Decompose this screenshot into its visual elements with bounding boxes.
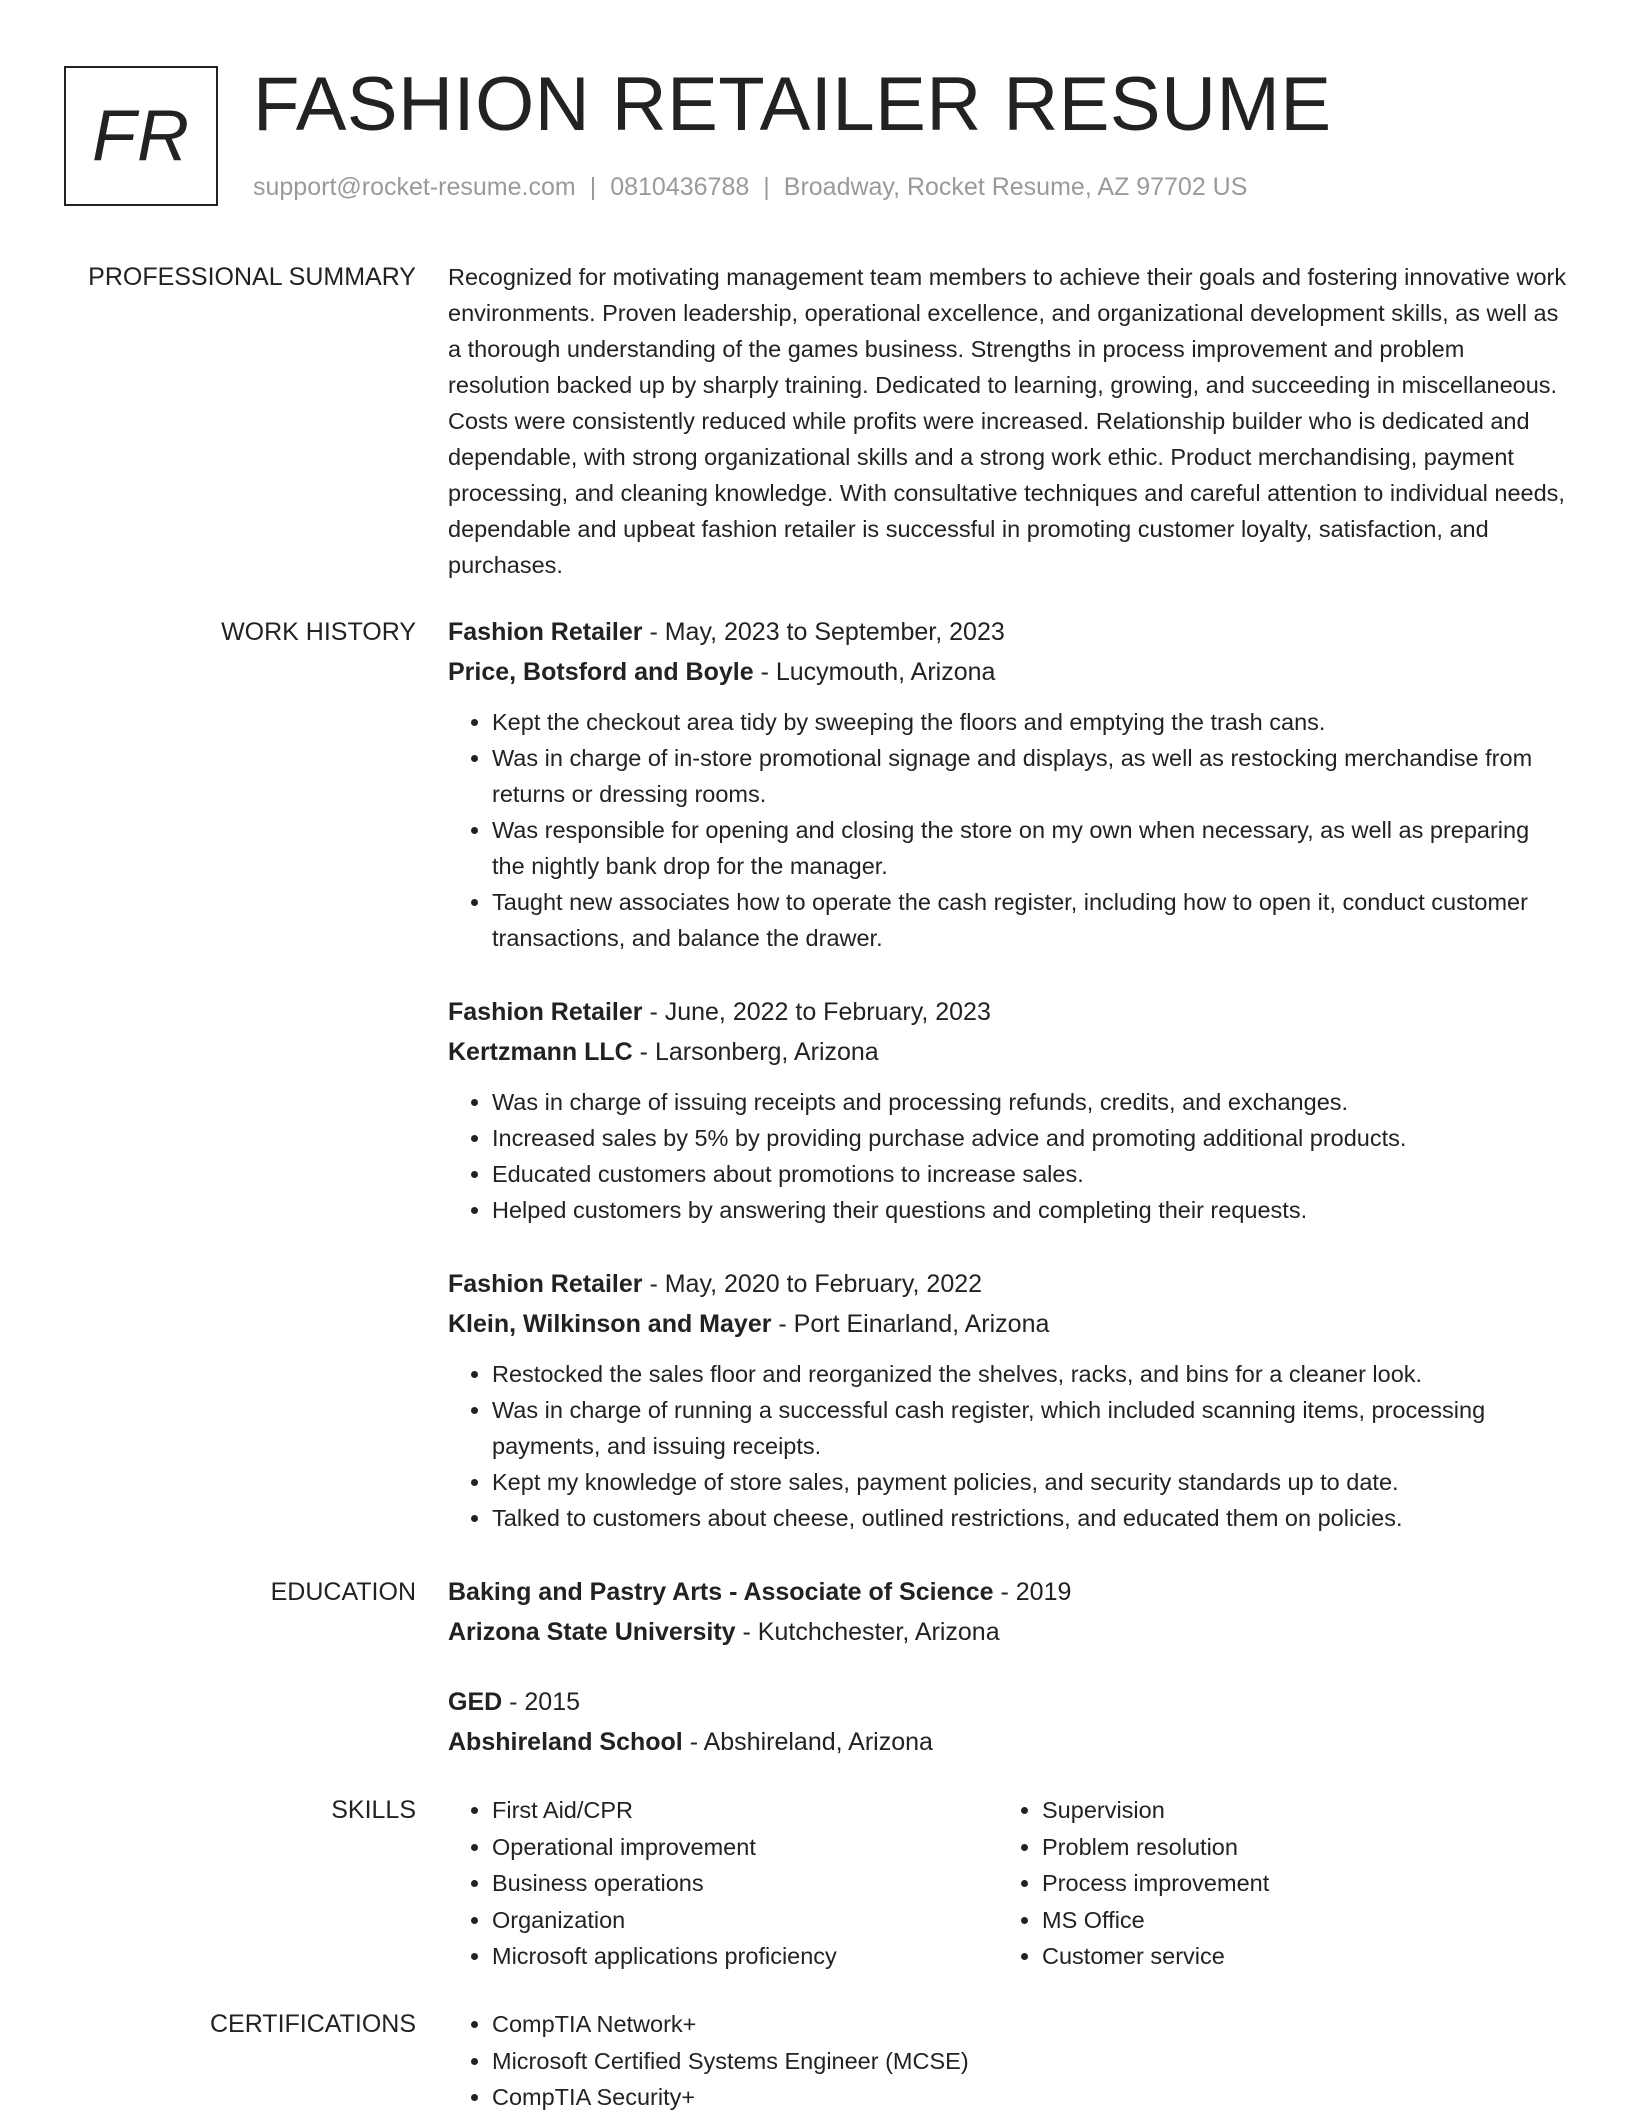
skills-column-right [998, 1792, 1548, 1975]
job-title: Fashion Retailer [448, 1270, 643, 1298]
education-school-line [448, 1722, 1568, 1762]
job-location: - Port Einarland, Arizona [771, 1310, 1050, 1338]
job-dates: - May, 2023 to September, 2023 [642, 618, 1005, 646]
skills-body [448, 1792, 1568, 1975]
contact-phone: 0810436788 [610, 173, 750, 201]
skill-item: • First Aid/CPR [492, 1792, 998, 1829]
job-company: Price, Botsford and Boyle [448, 658, 754, 686]
job-bullet: • Educated customers about promotions to increase sales. [492, 1156, 1568, 1192]
section-label-education: EDUCATION [270, 1578, 416, 1606]
education-entry [448, 1682, 1568, 1762]
job-company: Klein, Wilkinson and Mayer [448, 1310, 772, 1338]
contact-line [253, 172, 1247, 202]
certification-item: • Microsoft Certified Systems Engineer (MCSE) [492, 2043, 1568, 2080]
skill-item: • Customer service [1042, 1938, 1548, 1975]
education-degree-line [448, 1682, 1568, 1722]
certification-item: • CompTIA Security+ [492, 2079, 1568, 2116]
section-label-skills: SKILLS [331, 1796, 416, 1824]
job-company-line [448, 1304, 1568, 1344]
skill-item: • Microsoft applications proficiency [492, 1938, 998, 1975]
job-entry [448, 992, 1568, 1228]
education-year: - 2019 [993, 1578, 1072, 1606]
job-title-line [448, 992, 1568, 1032]
summary-text: Recognized for motivating management team members to achieve their goals and fostering innovative work environments. Proven leadership, operational excellence, and organizational development skills, as well as a thorough understanding of the games business. Strengths in process improvement and problem resolution backed up by sharply training. Dedicated to learning, growing, and succeeding in miscellaneous. Costs were consistently reduced while profits were increased. Relationship builder who is dedicated and dependable, with strong organizational skills and a strong work ethic. Product merchandising, payment processing, and cleaning knowledge. With consultative techniques and careful attention to individual needs, dependable and upbeat fashion retailer is successful in promoting customer loyalty, satisfaction, and purchases. [448, 264, 1567, 578]
job-bullet: • Increased sales by 5% by providing purchase advice and promoting additional products. [492, 1120, 1568, 1156]
job-bullet: • Was in charge of issuing receipts and processing refunds, credits, and exchanges. [492, 1084, 1568, 1120]
education-school: Abshireland School [448, 1728, 683, 1756]
skill-item: • MS Office [1042, 1902, 1548, 1939]
work-history-body [448, 612, 1568, 1572]
job-bullet: • Taught new associates how to operate the cash register, including how to open it, conduct customer transactions, and balance the drawer. [492, 884, 1568, 956]
section-label-summary: PROFESSIONAL SUMMARY [88, 263, 416, 291]
job-bullet: • Talked to customers about cheese, outlined restrictions, and educated them on policies. [492, 1500, 1568, 1536]
job-location: - Larsonberg, Arizona [632, 1038, 879, 1066]
job-bullets [448, 704, 1568, 956]
certifications-body [448, 2006, 1568, 2116]
contact-email: support@rocket-resume.com [253, 173, 576, 201]
resume-title: FASHION RETAILER RESUME [253, 62, 1332, 147]
contact-separator: | [589, 173, 597, 201]
education-location: - Kutchchester, Arizona [735, 1618, 1000, 1646]
contact-address: Broadway, Rocket Resume, AZ 97702 US [783, 173, 1248, 201]
job-dates: - May, 2020 to February, 2022 [642, 1270, 983, 1298]
job-bullets [448, 1356, 1568, 1536]
job-bullet: • Was responsible for opening and closing the store on my own when necessary, as well as preparing the nightly bank drop for the manager. [492, 812, 1568, 884]
job-bullets [448, 1084, 1568, 1228]
job-bullet: • Was in charge of in-store promotional signage and displays, as well as restocking merchandise from returns or dressing rooms. [492, 740, 1568, 812]
certification-list [448, 2006, 1568, 2116]
job-bullet: • Kept my knowledge of store sales, payment policies, and security standards up to date. [492, 1464, 1568, 1500]
job-bullet: • Kept the checkout area tidy by sweeping the floors and emptying the trash cans. [492, 704, 1568, 740]
section-label-work-history: WORK HISTORY [221, 618, 416, 646]
job-title-line [448, 1264, 1568, 1304]
certification-item: • CompTIA Network+ [492, 2006, 1568, 2043]
skill-item: • Process improvement [1042, 1865, 1548, 1902]
job-entry [448, 1264, 1568, 1536]
education-degree: Baking and Pastry Arts - Associate of Science [448, 1578, 994, 1606]
job-company-line [448, 652, 1568, 692]
skills-column-left [448, 1792, 998, 1975]
job-company-line [448, 1032, 1568, 1072]
skill-item: • Problem resolution [1042, 1829, 1548, 1866]
job-dates: - June, 2022 to February, 2023 [642, 998, 991, 1026]
education-degree-line [448, 1572, 1568, 1612]
education-location: - Abshireland, Arizona [682, 1728, 933, 1756]
job-bullet: • Was in charge of running a successful cash register, which included scanning items, processing payments, and issuing receipts. [492, 1392, 1568, 1464]
education-degree: GED [448, 1688, 503, 1716]
job-title-line [448, 612, 1568, 652]
education-year: - 2015 [502, 1688, 581, 1716]
job-entry [448, 612, 1568, 956]
skill-item: • Organization [492, 1902, 998, 1939]
monogram-initials: FR [92, 96, 190, 176]
skills-grid [448, 1792, 1568, 1975]
education-school: Arizona State University [448, 1618, 736, 1646]
skill-item: • Business operations [492, 1865, 998, 1902]
job-location: - Lucymouth, Arizona [753, 658, 996, 686]
job-title: Fashion Retailer [448, 618, 643, 646]
monogram-box [64, 66, 218, 206]
summary-body [448, 259, 1568, 583]
job-title: Fashion Retailer [448, 998, 643, 1026]
education-school-line [448, 1612, 1568, 1652]
education-body [448, 1572, 1568, 1798]
skill-item: • Supervision [1042, 1792, 1548, 1829]
skill-item: • Operational improvement [492, 1829, 998, 1866]
contact-separator: | [763, 173, 770, 201]
section-label-certifications: CERTIFICATIONS [209, 2010, 416, 2038]
job-company: Kertzmann LLC [448, 1038, 633, 1066]
job-bullet: • Helped customers by answering their questions and completing their requests. [492, 1192, 1568, 1228]
education-entry [448, 1572, 1568, 1652]
job-bullet: • Restocked the sales floor and reorganized the shelves, racks, and bins for a cleaner look. [492, 1356, 1568, 1392]
